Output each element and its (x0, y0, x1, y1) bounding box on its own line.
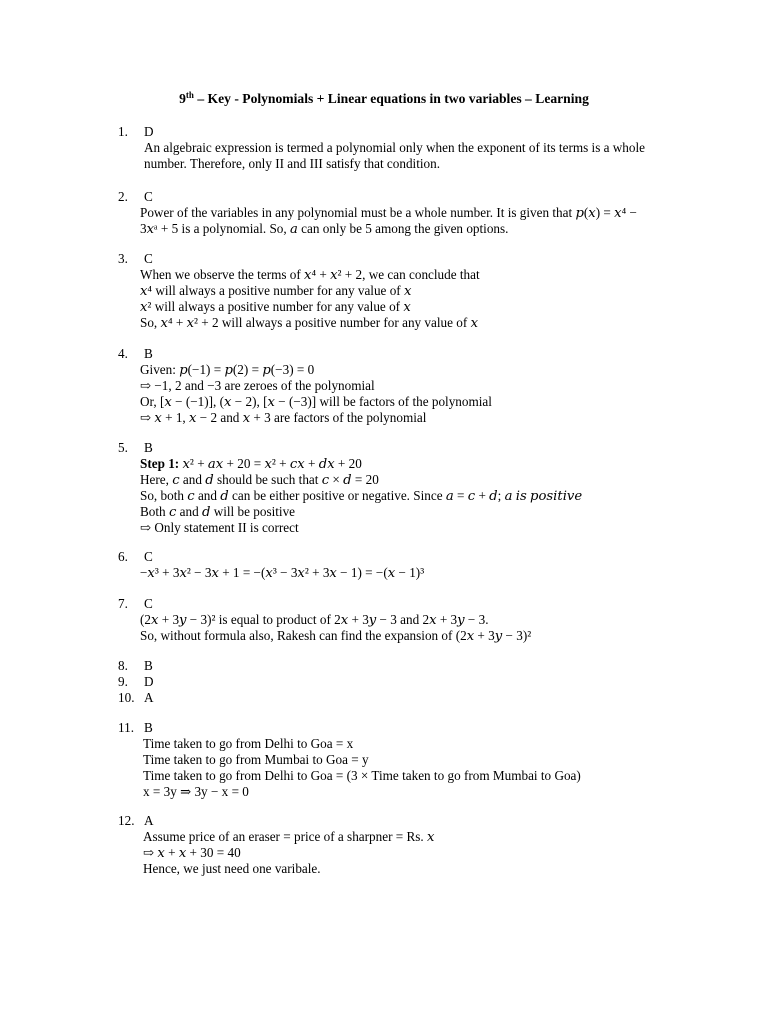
question-number: 10. (118, 690, 135, 705)
explanation-line: 𝑥² will always a positive number for any value of 𝑥 (140, 299, 411, 314)
explanation-line: Or, [𝑥 − (−1)], (𝑥 − 2), [𝑥 − (−3)] will be factors of the polynomial (140, 394, 492, 409)
explanation-line: Time taken to go from Delhi to Goa = (3 × Time taken to go from Mumbai to Goa) (143, 768, 581, 783)
title-grade: 9 (179, 91, 186, 106)
explanation-line: So, 𝑥⁴ + 𝑥² + 2 will always a positive number for any value of 𝑥 (140, 315, 479, 330)
question-number: 5. (118, 440, 128, 455)
explanation-line: Power of the variables in any polynomial must be a whole number. It is given that 𝑝(𝑥) = 𝑥⁴ − (140, 205, 637, 220)
answer-letter: C (144, 251, 153, 266)
explanation-line: ⇨ Only statement II is correct (140, 520, 299, 535)
explanation-line: So, without formula also, Rakesh can find the expansion of (2𝑥 + 3𝑦 − 3)² (140, 628, 532, 643)
question-number: 8. (118, 658, 128, 673)
title-superscript: th (185, 90, 194, 100)
answer-letter: C (144, 549, 153, 564)
answer-letter: B (144, 658, 153, 673)
explanation-line: ⇨ −1, 2 and −3 are zeroes of the polynomial (140, 378, 375, 393)
explanation-line: When we observe the terms of 𝑥⁴ + 𝑥² + 2, we can conclude that (140, 267, 480, 282)
explanation-line: Hence, we just need one varibale. (143, 861, 321, 876)
explanation-line: Both 𝑐 and 𝑑 will be positive (140, 504, 296, 519)
explanation-line: −𝑥³ + 3𝑥² − 3𝑥 + 1 = −(𝑥³ − 3𝑥² + 3𝑥 − 1) = −(𝑥 − 1)³ (140, 565, 425, 580)
title-text: – Key - Polynomials + Linear equations in two variables – Learning (193, 91, 589, 106)
answer-letter: A (144, 690, 154, 705)
answer-letter: A (144, 813, 154, 828)
explanation-line: number. Therefore, only II and III satisfy that condition. (144, 156, 441, 171)
question-number: 1. (118, 124, 128, 139)
explanation-line: 𝑥⁴ will always a positive number for any value of 𝑥 (140, 283, 412, 298)
page-title (0, 87, 768, 107)
explanation-line: Given: 𝑝(−1) = 𝑝(2) = 𝑝(−3) = 0 (140, 362, 315, 377)
step-label: Step 1: (140, 456, 180, 471)
explanation-line: Time taken to go from Delhi to Goa = x (143, 736, 354, 751)
question-number: 9. (118, 674, 128, 689)
explanation-line: ⇨ 𝑥 + 𝑥 + 30 = 40 (143, 845, 241, 860)
explanation-line (140, 456, 700, 472)
explanation-line: (2𝑥 + 3𝑦 − 3)² is equal to product of 2𝑥 + 3𝑦 − 3 and 2𝑥 + 3𝑦 − 3. (140, 612, 489, 627)
explanation-line: 3𝑥ᵃ + 5 is a polynomial. So, 𝑎 can only be 5 among the given options. (140, 221, 509, 236)
answer-letter: C (144, 189, 153, 204)
explanation-line: An algebraic expression is termed a polynomial only when the exponent of its terms is a whole (144, 140, 646, 155)
explanation-line: x = 3y ⇒ 3y − x = 0 (143, 784, 249, 799)
question-number: 3. (118, 251, 128, 266)
explanation-line: Here, 𝑐 and 𝑑 should be such that 𝑐 × 𝑑 = 20 (140, 472, 379, 487)
question-number: 7. (118, 596, 128, 611)
question-number: 4. (118, 346, 128, 361)
step-equation: 𝑥² + 𝑎𝑥 + 20 = 𝑥² + 𝑐𝑥 + 𝑑𝑥 + 20 (179, 456, 362, 471)
answer-letter: C (144, 596, 153, 611)
explanation-line: ⇨ 𝑥 + 1, 𝑥 − 2 and 𝑥 + 3 are factors of the polynomial (140, 410, 427, 425)
question-number: 12. (118, 813, 135, 828)
question-number: 11. (118, 720, 134, 735)
answer-letter: D (144, 124, 154, 139)
explanation-line: Assume price of an eraser = price of a sharpner = Rs. 𝑥 (143, 829, 435, 844)
question-number: 2. (118, 189, 128, 204)
explanation-line: Time taken to go from Mumbai to Goa = y (143, 752, 369, 767)
answer-letter: B (144, 720, 153, 735)
question-number: 6. (118, 549, 128, 564)
answer-letter: B (144, 346, 153, 361)
answer-letter: D (144, 674, 154, 689)
answer-letter: B (144, 440, 153, 455)
explanation-line: So, both 𝑐 and 𝑑 can be either positive or negative. Since 𝑎 = 𝑐 + 𝑑; 𝑎 𝑖𝑠 𝑝𝑜𝑠𝑖𝑡𝑖𝑣𝑒 (140, 488, 583, 503)
